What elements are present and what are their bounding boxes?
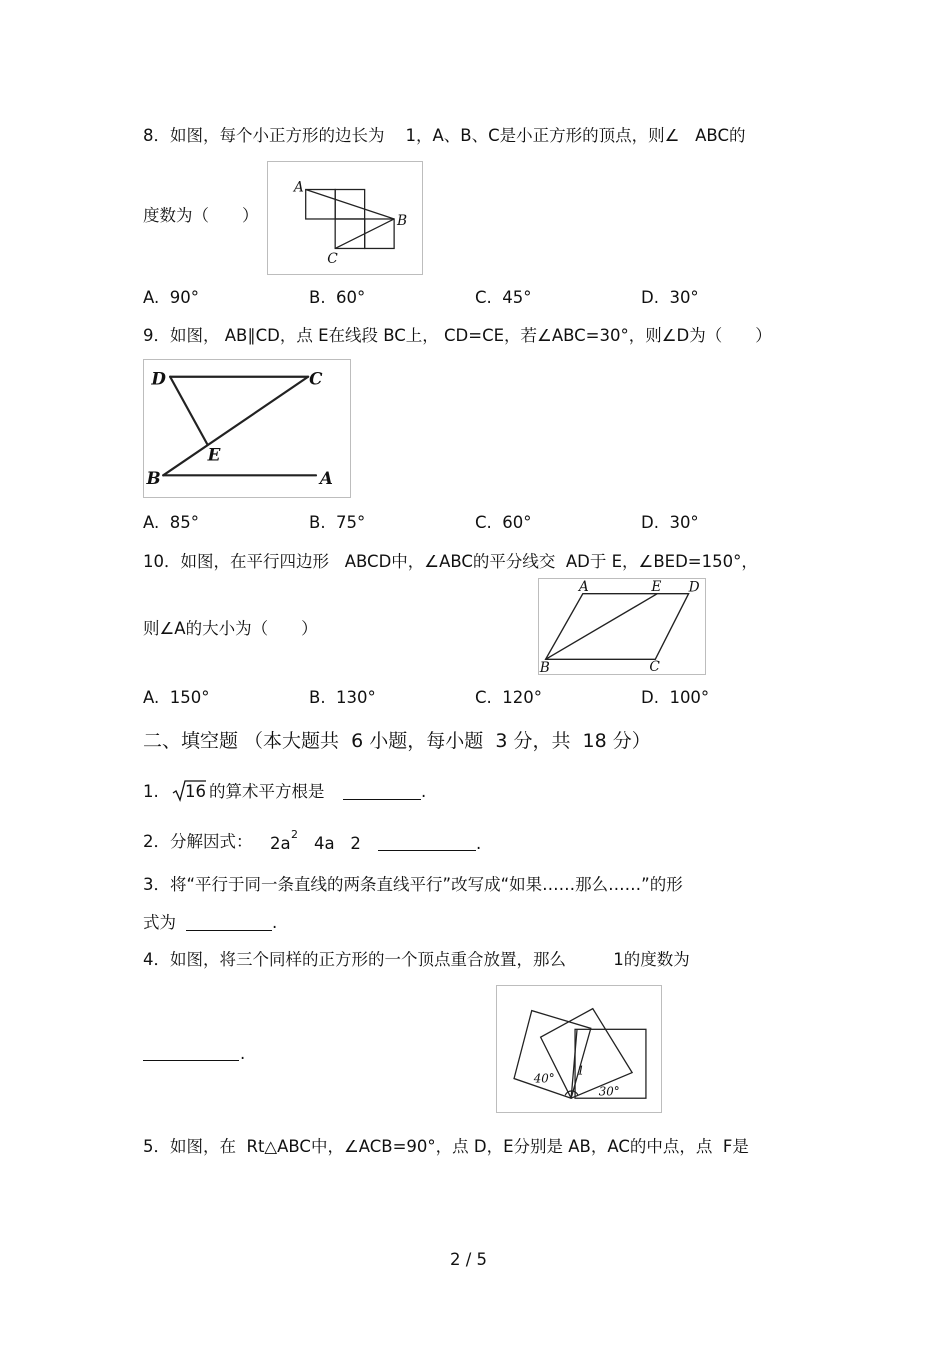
q9-label-a: A [319, 468, 333, 489]
fill4-line1: 4．如图，将三个同样的正方形的一个顶点重合放置，那么 1的度数为 [143, 950, 690, 969]
q8-option-a: A. 90° [143, 288, 199, 307]
q8-figure [267, 161, 423, 275]
fill1-period: . [421, 782, 427, 801]
q10-option-c: C. 120° [475, 688, 542, 707]
page-number: 2 / 5 [450, 1250, 488, 1269]
fill5-line1: 5．如图，在 Rt△ABC中，∠ACB=90°，点 D，E分别是 AB，AC的中点，点 F是 [143, 1137, 749, 1156]
q8-stem-line1: 8．如图，每个小正方形的边长为 1，A、B、C是小正方形的顶点，则∠ ABC的 [143, 126, 746, 145]
q8-label-a: A [293, 179, 304, 196]
fill3-period: . [272, 913, 278, 932]
q8-option-b: B. 60° [309, 288, 366, 307]
fill1-blank[interactable] [343, 781, 421, 800]
fill4-angle-30: 30° [598, 1084, 620, 1099]
q10-label-d: D [688, 579, 700, 596]
q9-label-c: C [309, 368, 323, 389]
fill2-prefix: 2．分解因式： [143, 832, 253, 851]
fill3-line2: 式为 [143, 913, 176, 932]
q8-label-c: C [327, 251, 338, 268]
fill2-blank[interactable] [378, 832, 476, 851]
fill2-expr-rest: 4a 2 [314, 834, 361, 853]
q9-option-d: D. 30° [641, 513, 699, 532]
q9-label-d: D [151, 368, 166, 389]
q10-label-a: A [578, 579, 589, 595]
q9-stem-line1: 9．如图， AB∥CD，点 E在线段 BC上， CD=CE，若∠ABC=30°，则∠D为（ ） [143, 326, 772, 345]
q8-option-c: C. 45° [475, 288, 532, 307]
fill1-text: 的算术平方根是 [209, 782, 325, 801]
q9-figure [143, 359, 351, 498]
fill2-period: . [476, 834, 482, 853]
q8-stem-line2: 度数为（ ） [143, 206, 259, 225]
q10-option-d: D. 100° [641, 688, 710, 707]
fill2-expr-exponent: 2 [291, 828, 298, 841]
fill4-angle-40: 40° [533, 1071, 555, 1086]
fill4-figure [496, 985, 662, 1113]
q10-figure [538, 578, 706, 675]
q10-label-e: E [651, 579, 662, 595]
q9-option-a: A. 85° [143, 513, 199, 532]
q10-label-c: C [649, 659, 660, 674]
fill1-radicand: 16 [185, 782, 206, 801]
fill1-number: 1. [143, 782, 159, 801]
fill3-blank[interactable] [186, 912, 272, 931]
fill4-line2: . [240, 1044, 246, 1063]
fill2-expr-base: 2a [270, 834, 291, 853]
q10-option-b: B. 130° [309, 688, 376, 707]
q8-option-d: D. 30° [641, 288, 699, 307]
q9-label-e: E [207, 444, 221, 465]
section-heading: 二、填空题 （本大题共 6 小题，每小题 3 分，共 18 分） [143, 730, 651, 752]
q9-label-b: B [146, 468, 161, 489]
fill3-line1: 3．将“平行于同一条直线的两条直线平行”改写成“如果……那么……”的形 [143, 875, 683, 894]
fill4-blank[interactable] [143, 1042, 239, 1061]
q10-option-a: A. 150° [143, 688, 210, 707]
fill4-angle-1: 1 [577, 1063, 585, 1078]
q10-stem-line2: 则∠A的大小为（ ） [143, 619, 318, 638]
q10-stem-line1: 10．如图，在平行四边形 ABCD中，∠ABC的平分线交 AD于 E，∠BED=150°， [143, 552, 758, 571]
q8-label-b: B [397, 212, 408, 229]
q10-label-b: B [539, 660, 550, 674]
q9-option-c: C. 60° [475, 513, 532, 532]
q9-option-b: B. 75° [309, 513, 366, 532]
